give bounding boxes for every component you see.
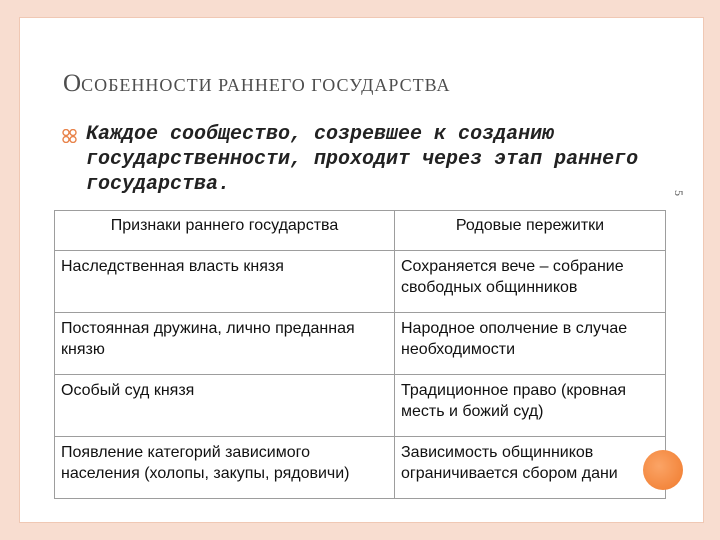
comparison-table (54, 210, 666, 499)
slide-title (63, 70, 451, 98)
bullet-text: Каждое сообщество, созревшее к созданию государственности, проходит через этап раннего государства. (86, 123, 639, 196)
table-row (55, 251, 666, 313)
table-cell: Сохраняется вече – собрание свободных общинников (395, 251, 666, 313)
table-cell: Постоянная дружина, лично преданная князю (55, 313, 395, 375)
table-cell: Особый суд князя (55, 375, 395, 437)
page-number: 5 (672, 190, 686, 196)
table-row (55, 437, 666, 499)
table-cell: Зависимость общинников ограничивается сбором дани (395, 437, 666, 499)
table-cell: Народное ополчение в случае необходимости (395, 313, 666, 375)
table-row (55, 313, 666, 375)
table-cell: Традиционное право (кровная месть и божий суд) (395, 375, 666, 437)
table-header-row (55, 211, 666, 251)
table-cell: Появление категорий зависимого населения (холопы, закупы, рядовичи) (55, 437, 395, 499)
bullet-icon (62, 129, 77, 143)
slide-title-first-letter: О (63, 70, 82, 97)
table-row (55, 375, 666, 437)
slide-title-rest: СОБЕННОСТИ РАННЕГО ГОСУДАРСТВА (81, 75, 451, 95)
table-header-cell: Признаки раннего государства (55, 211, 395, 251)
table-cell: Наследственная власть князя (55, 251, 395, 313)
decorative-circle (643, 450, 683, 490)
table-header-cell: Родовые пережитки (395, 211, 666, 251)
